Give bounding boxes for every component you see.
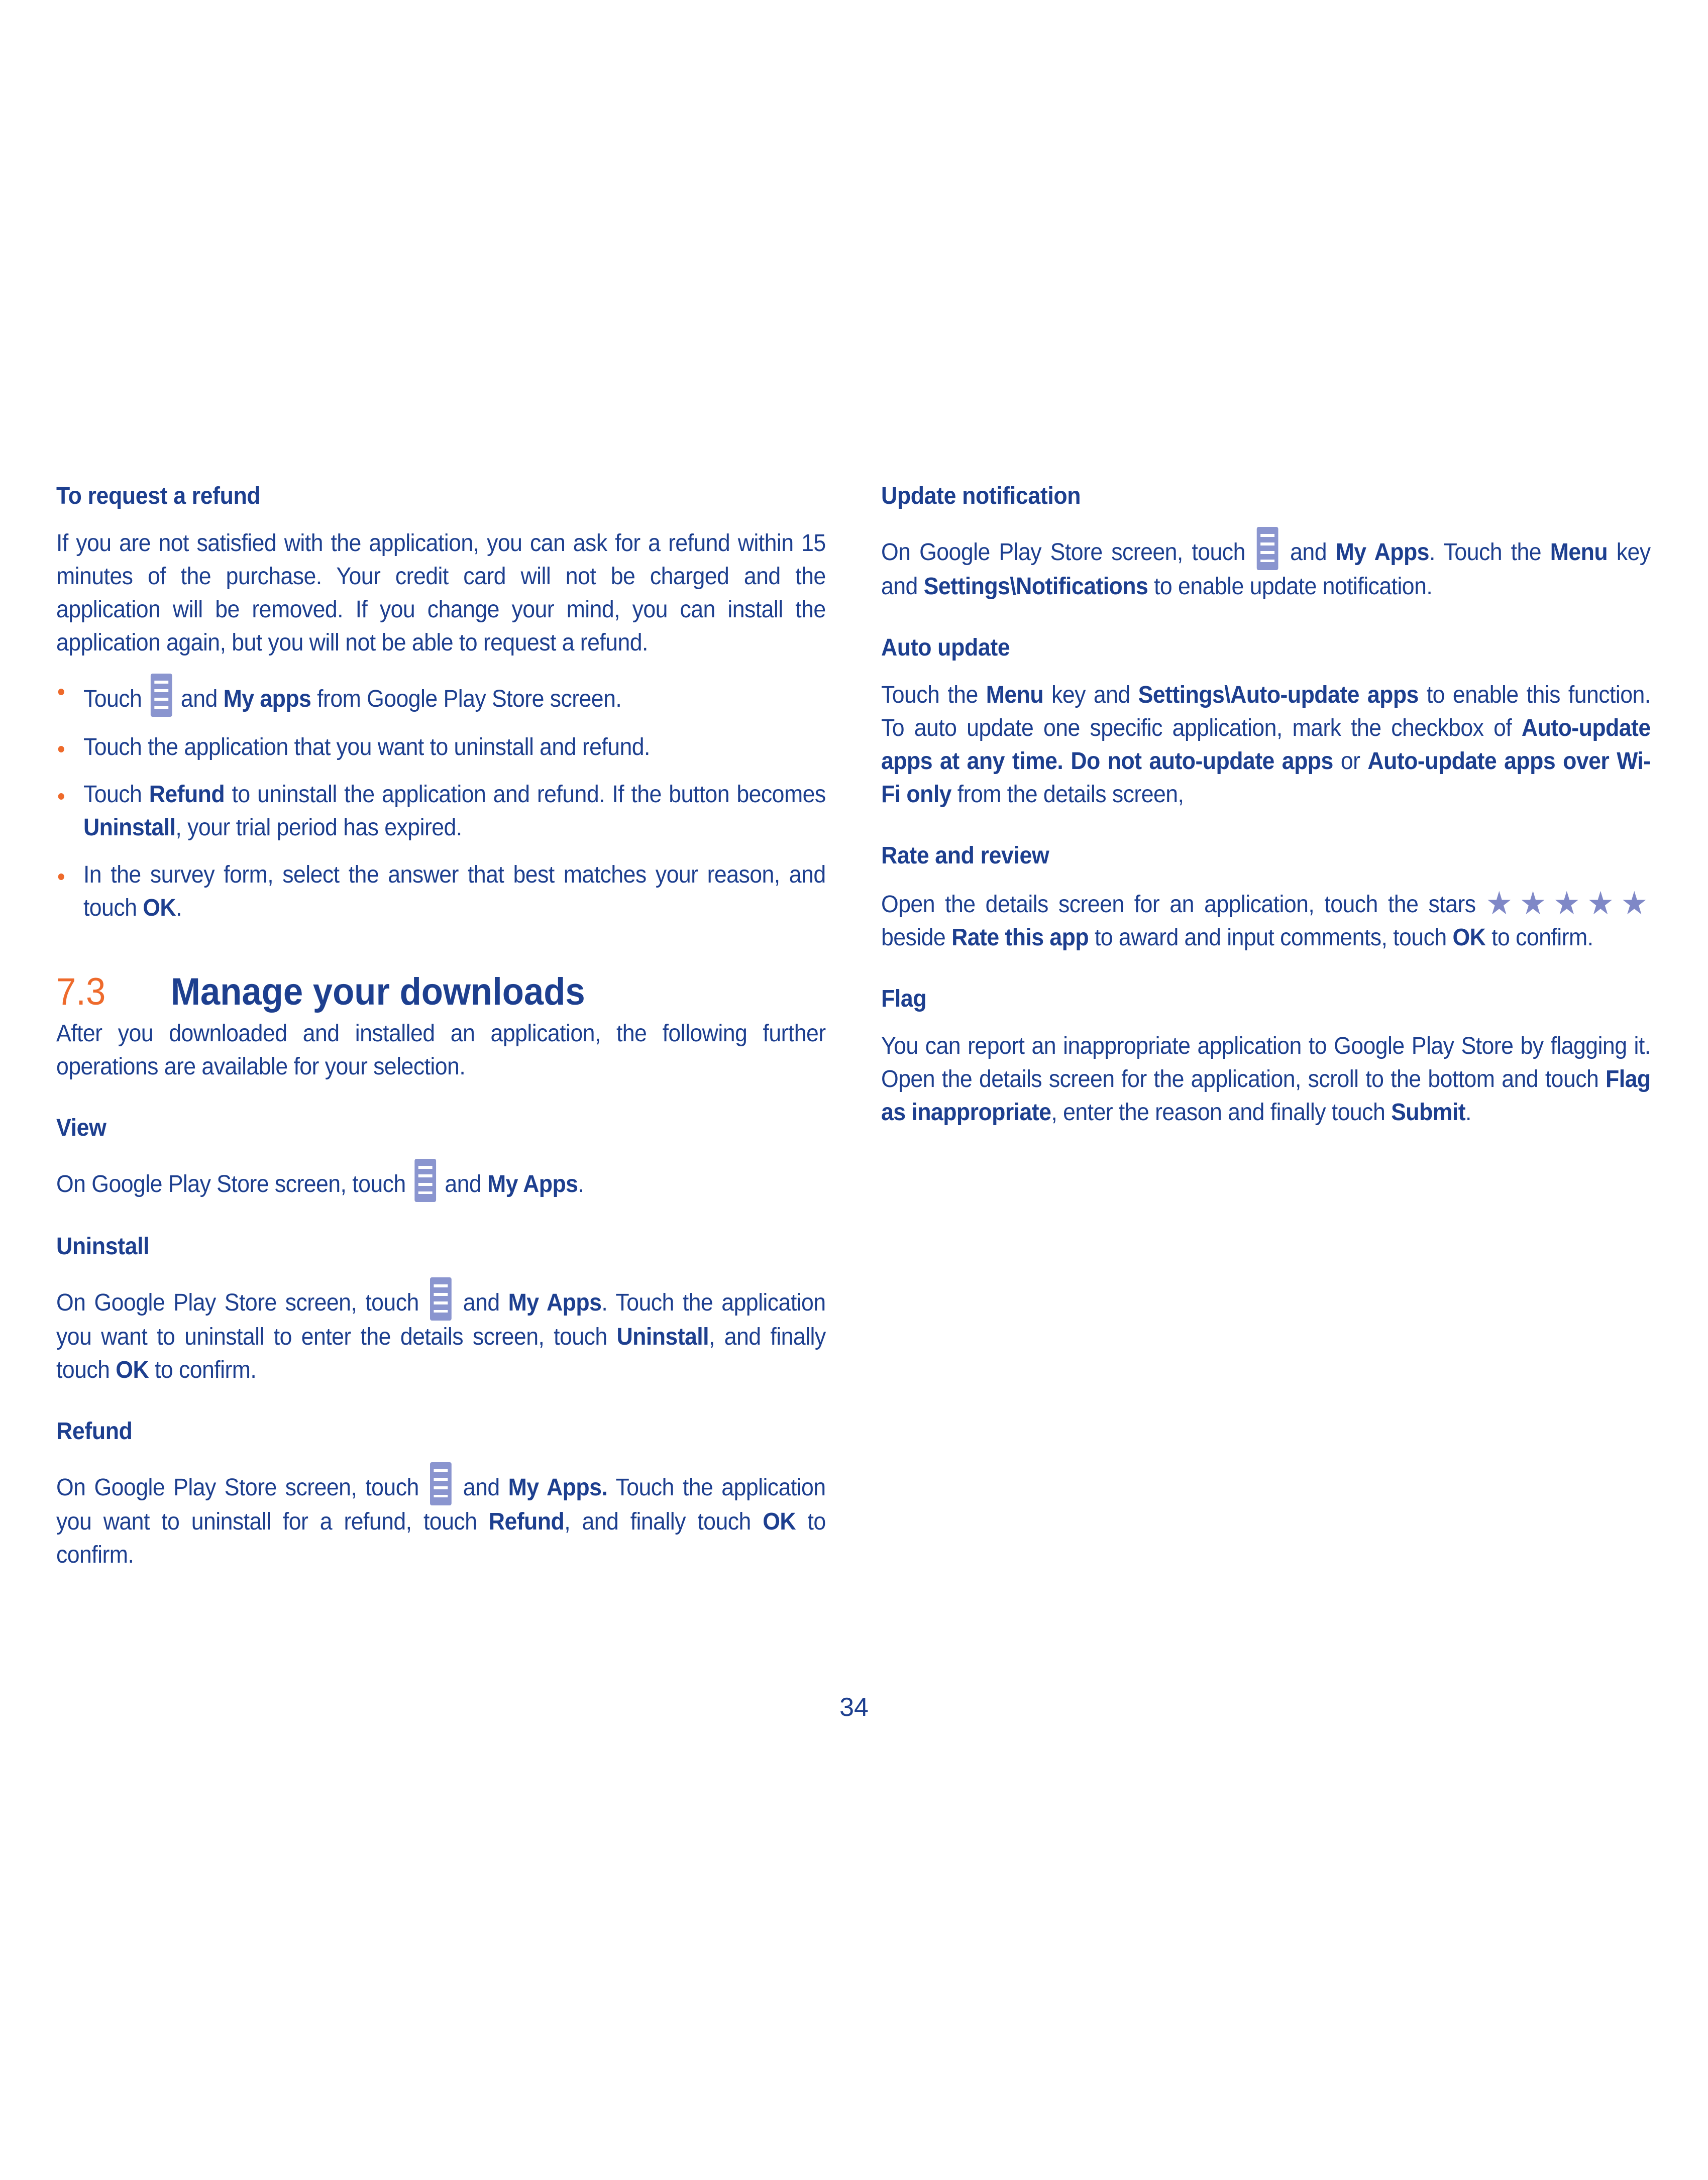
bullet-icon [58,746,64,752]
section-intro: After you downloaded and installed an application, the following further operations are available for your selection. [56,1020,826,1080]
section-heading: Manage your downloads [171,970,585,1013]
update-heading: Update notification [881,483,1081,509]
auto-update-text: Touch the Menu key and Settings\Auto-update apps to enable this function. To auto update one specific application, mark the checkbox of Auto-update apps at any time. Do not auto-update apps or Auto-update apps over Wi-Fi only from the details screen, [881,682,1651,808]
menu-icon [151,674,172,717]
refund-steps [56,674,826,925]
uninstall-text: On Google Play Store screen, touch and My Apps. Touch the application you want to uninstall to enter the details screen, touch Uninstall, and finally touch OK to confirm. [56,1277,826,1387]
section-number: 7.3 [56,970,106,1013]
section-title [56,967,826,1017]
refund-heading: To request a refund [56,483,261,509]
rate-text: Open the details screen for an application, touch the stars ★★★★★ beside Rate this app to award and input comments, touch OK to confirm. [881,885,1651,951]
refund2-heading: Refund [56,1418,133,1445]
uninstall-heading: Uninstall [56,1233,150,1260]
update-text: On Google Play Store screen, touch and My Apps. Touch the Menu key and Settings\Notifications to enable update notification. [881,527,1651,603]
menu-icon [430,1277,452,1321]
list-item: Touch Refund to uninstall the application and refund. If the button becomes Uninstall, your trial period has expired. [56,778,826,844]
flag-text: You can report an inappropriate application to Google Play Store by flagging it. Open the details screen for the application, scroll to the bottom and touch Flag as inappropriate, enter the reason and finally touch Submit. [881,1033,1651,1126]
left-column [56,480,826,1572]
view-text: On Google Play Store screen, touch and My Apps. [56,1159,826,1202]
menu-icon [414,1159,436,1202]
bullet-icon [58,793,64,800]
menu-icon [1257,527,1278,570]
star-icon: ★★★★★ [1485,885,1651,921]
auto-update-heading: Auto update [881,634,1010,661]
bullet-icon [58,874,64,880]
page-number: 34 [839,1693,869,1722]
refund2-text: On Google Play Store screen, touch and My Apps. Touch the application you want to uninstall for a refund, touch Refund, and finally touch OK to confirm. [56,1462,826,1572]
menu-icon [430,1462,452,1505]
refund-intro: If you are not satisfied with the application, you can ask for a refund within 15 minutes of the purchase. Your credit card will not be charged and the application will be removed. If you change your mind, you can install the application again, but you will not be able to request a refund. [56,530,826,656]
list-item: In the survey form, select the answer that best matches your reason, and touch OK. [56,858,826,925]
rate-heading: Rate and review [881,842,1049,869]
view-heading: View [56,1115,106,1141]
list-item: Touch the application that you want to uninstall and refund. [56,731,826,764]
right-column [881,480,1651,1129]
list-item: Touch and My apps from Google Play Store screen. [56,674,826,717]
flag-heading: Flag [881,986,927,1012]
bullet-icon [58,689,64,695]
